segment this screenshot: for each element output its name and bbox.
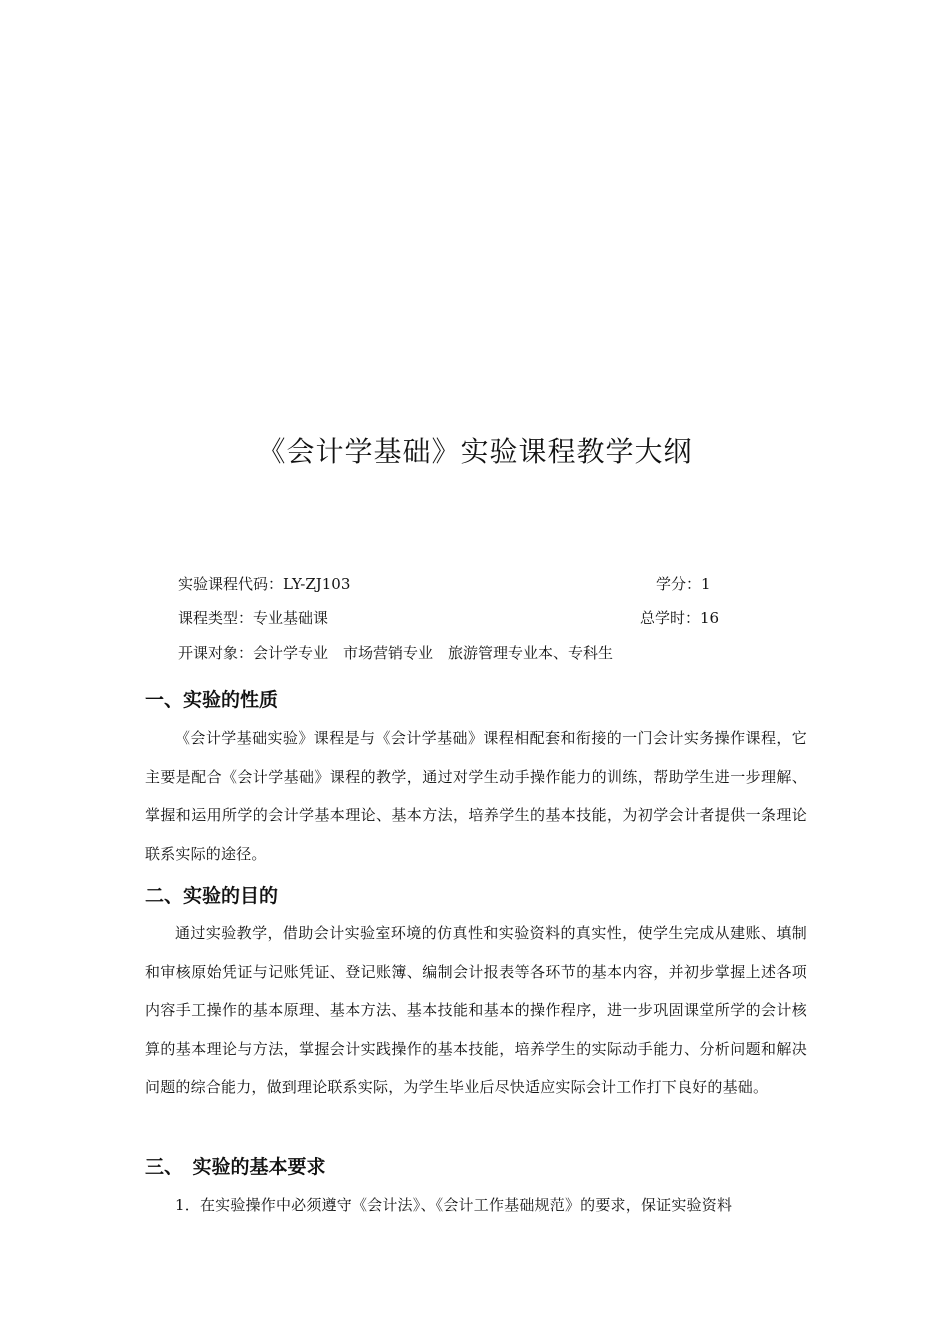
- meta-row-code: [178, 572, 728, 596]
- credits: 学分：1: [656, 575, 711, 593]
- audience: 开课对象：会计学专业 市场营销专业 旅游管理专业本、专科生: [178, 644, 614, 662]
- section-heading-purpose: 二、实验的目的: [145, 885, 279, 907]
- document-title: 《会计学基础》实验课程教学大纲: [257, 435, 693, 468]
- course-code: 实验课程代码：LY-ZJ103: [178, 575, 351, 593]
- meta-row-type: [178, 606, 728, 630]
- section-body-requirements: 1．在实验操作中必须遵守《会计法》、《会计工作基础规范》的要求，保证实验资料: [175, 1196, 733, 1214]
- section-body-nature: 《会计学基础实验》课程是与《会计学基础》课程相配套和衔接的一门会计实务操作课程，它主要是配合《会计学基础》课程的教学，通过对学生动手操作能力的训练，帮助学生进一步理解、掌握和运用所学的会计学基本理论、基本方法，培养学生的基本技能，为初学会计者提供一条理论联系实际的途径。: [145, 729, 807, 863]
- total-hours: 总学时：16: [640, 609, 720, 627]
- meta-row-audience: [178, 641, 728, 665]
- section-heading-nature: 一、实验的性质: [145, 689, 279, 711]
- course-type: 课程类型：专业基础课: [178, 609, 329, 627]
- section-body-purpose: 通过实验教学，借助会计实验室环境的仿真性和实验资料的真实性，使学生完成从建账、填制和审核原始凭证与记账凭证、登记账簿、编制会计报表等各环节的基本内容，并初步掌握上述各项内容手工操作的基本原理、基本方法、基本技能和基本的操作程序，进一步巩固课堂所学的会计核算的基本理论与方法，掌握会计实践操作的基本技能，培养学生的实际动手能力、分析问题和解决问题的综合能力，做到理论联系实际，为学生毕业后尽快适应实际会计工作打下良好的基础。: [145, 924, 807, 1096]
- section-heading-requirements: 三、 实验的基本要求: [145, 1156, 326, 1178]
